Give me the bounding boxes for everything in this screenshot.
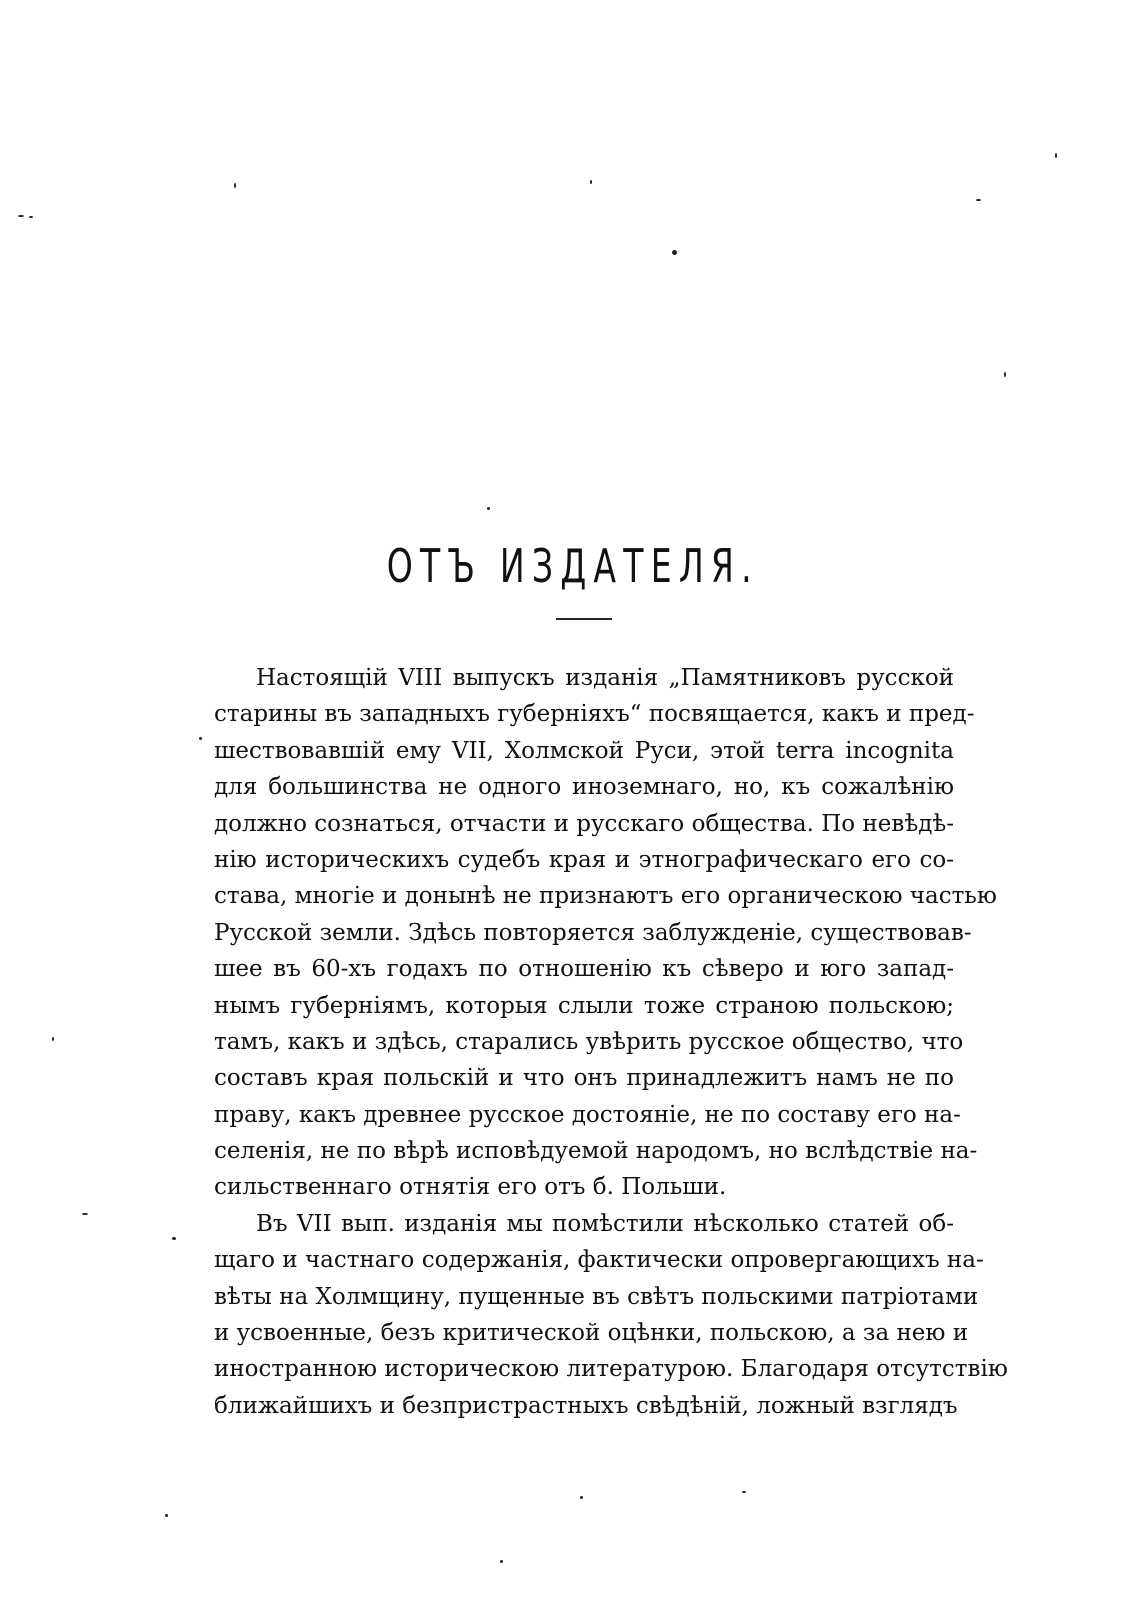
text-line: нымъ губерніямъ, которыя слыли тоже страною польскою; bbox=[214, 992, 954, 1019]
scan-speck bbox=[52, 1037, 54, 1041]
text-line: для большинства не одного иноземнаго, но, къ сожалѣнію bbox=[214, 774, 954, 801]
text-line: селенія, не по вѣрѣ исповѣдуемой народомъ, но вслѣдствіе на- bbox=[214, 1138, 978, 1165]
text-line: должно сознаться, отчасти и русскаго общества. По невѣдѣ- bbox=[214, 810, 954, 837]
text-line: праву, какъ древнее русское достояніе, не по составу его на- bbox=[214, 1101, 961, 1128]
text-line: тамъ, какъ и здѣсь, старались увѣрить русское общество, что bbox=[214, 1028, 964, 1055]
text-line: вѣты на Холмщину, пущенные въ свѣтъ польскими патріотами bbox=[214, 1283, 979, 1310]
text-line: Настоящій VIII выпускъ изданія „Памятниковъ русской bbox=[256, 665, 954, 691]
scan-speck bbox=[29, 216, 33, 218]
text-line: щаго и частнаго содержанія, фактически опровергающихъ на- bbox=[214, 1247, 984, 1274]
page-title: ОТЪ ИЗДАТЕЛЯ. bbox=[386, 539, 759, 593]
scan-speck bbox=[82, 1213, 88, 1215]
text-line: сильственнаго отнятія его отъ б. Польши. bbox=[214, 1174, 727, 1201]
scan-speck bbox=[500, 1560, 503, 1563]
scan-speck bbox=[172, 1237, 176, 1240]
title-divider bbox=[556, 618, 612, 620]
paragraph-2 bbox=[214, 1206, 1008, 1424]
body-text bbox=[214, 660, 1008, 1424]
scan-speck bbox=[672, 250, 677, 255]
text-line: старины въ западныхъ губерніяхъ“ посвящается, какъ и пред- bbox=[214, 701, 975, 728]
text-line: Въ VII вып. изданія мы помѣстили нѣсколько статей об- bbox=[256, 1210, 954, 1237]
scan-speck bbox=[976, 199, 981, 201]
text-line: и усвоенные, безъ критической оцѣнки, польскою, а за нею и bbox=[214, 1320, 969, 1347]
text-line: нію историческихъ судебъ края и этнографическаго его со- bbox=[214, 846, 954, 873]
scan-speck bbox=[234, 183, 236, 188]
text-line: составъ края польскій и что онъ принадлежитъ намъ не по bbox=[214, 1065, 954, 1092]
text-line: ближайшихъ и безпристрастныхъ свѣдѣній, ложный взглядъ bbox=[214, 1392, 958, 1419]
text-line: става, многіе и донынѣ не признаютъ его органическою частью bbox=[214, 883, 997, 910]
scan-speck bbox=[18, 215, 24, 217]
scan-speck bbox=[165, 1514, 168, 1517]
scan-speck bbox=[742, 1491, 746, 1493]
scan-speck bbox=[487, 507, 490, 510]
scan-speck bbox=[590, 180, 592, 184]
text-line: шествовавшій ему VII, Холмской Руси, этой terra incognita bbox=[214, 737, 954, 764]
text-line: иностранною историческою литературою. Благодаря отсутствію bbox=[214, 1356, 1008, 1383]
scan-speck bbox=[580, 1496, 583, 1499]
scan-speck bbox=[199, 737, 202, 740]
paragraph-1 bbox=[214, 660, 997, 1206]
text-line: шее въ 60-хъ годахъ по отношенію къ сѣверо и юго запад- bbox=[214, 956, 954, 983]
scan-speck bbox=[1004, 372, 1006, 377]
scan-speck bbox=[1055, 153, 1057, 158]
text-line: Русской земли. Здѣсь повторяется заблужденіе, существовав- bbox=[214, 919, 972, 946]
